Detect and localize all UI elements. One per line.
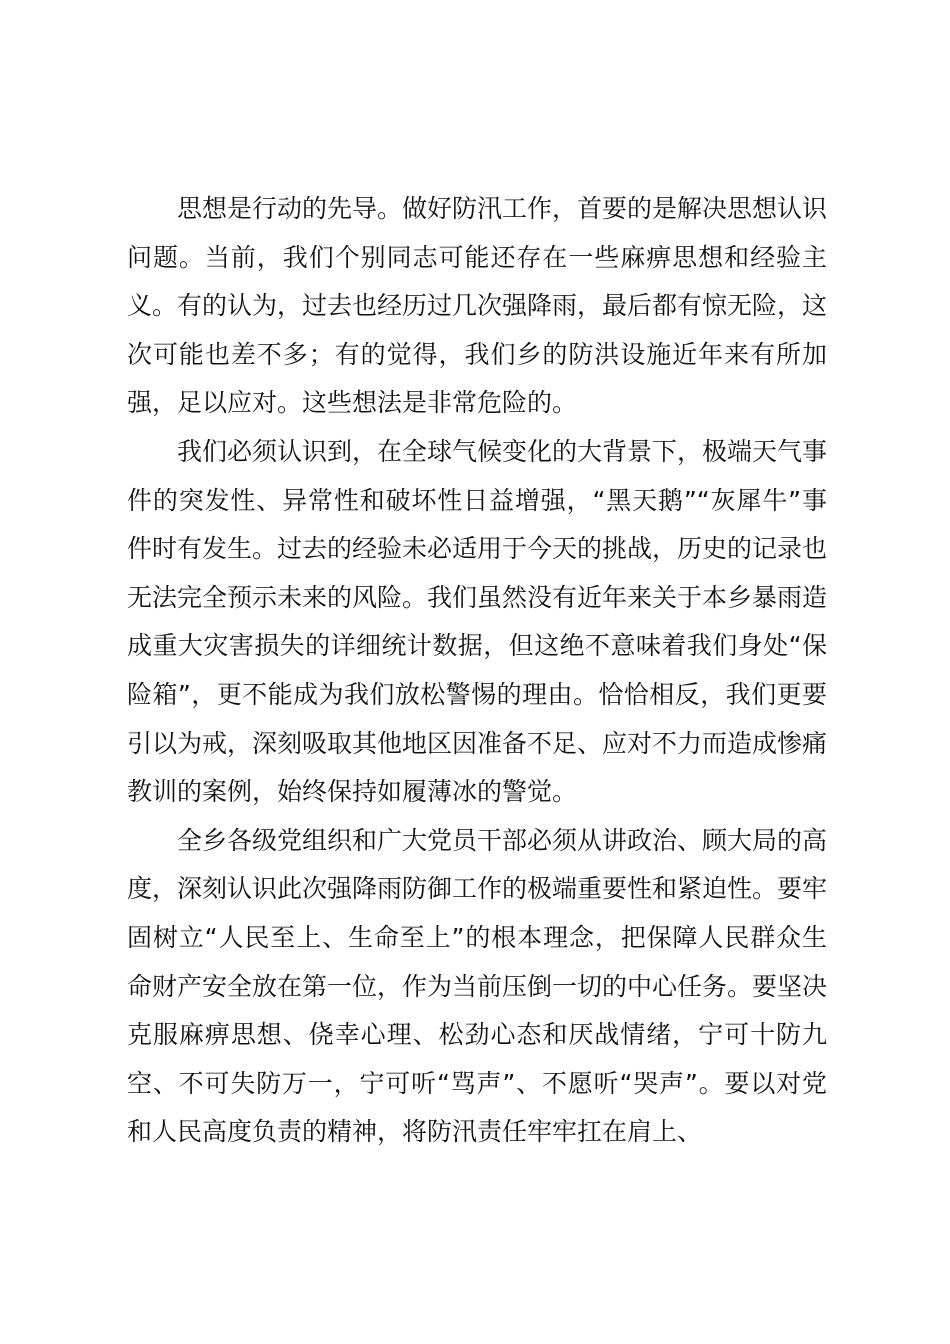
paragraph-1: 思想是行动的先导。做好防汛工作，首要的是解决思想认识问题。当前，我们个别同志可能还存在一些麻痹思想和经验主义。有的认为，过去也经历过几次强降雨，最后都有惊无险，这次可能也差不多；有的觉得，我们乡的防洪设施近年来有所加强，足以应对。这些想法是非常危险的。 — [127, 194, 828, 418]
paragraph-3: 全乡各级党组织和广大党员干部必须从讲政治、顾大局的高度，深刻认识此次强降雨防御工作的极端重要性和紧迫性。要牢固树立“人民至上、生命至上”的根本理念，把保障人民群众生命财产安全放在第一位，作为当前压倒一切的中心任务。要坚决克服麻痹思想、侥幸心理、松劲心态和厌战情绪，宁可十防九空、不可失防万一，宁可听“骂声”、不愿听“哭声”。要以对党和人民高度负责的精神，将防汛责任牢牢扛在肩上、 — [127, 825, 828, 1147]
document-body — [127, 185, 827, 1157]
paragraph-2: 我们必须认识到，在全球气候变化的大背景下，极端天气事件的突发性、异常性和破坏性日益增强，“黑天鹅”“灰犀牛”事件时有发生。过去的经验未必适用于今天的挑战，历史的记录也无法完全预示未来的风险。我们虽然没有近年来关于本乡暴雨造成重大灾害损失的详细统计数据，但这绝不意味着我们身处“保险箱”，更不能成为我们放松警惕的理由。恰恰相反，我们更要引以为戒，深刻吸取其他地区因准备不足、应对不力而造成惨痛教训的案例，始终保持如履薄冰的警觉。 — [127, 436, 828, 807]
